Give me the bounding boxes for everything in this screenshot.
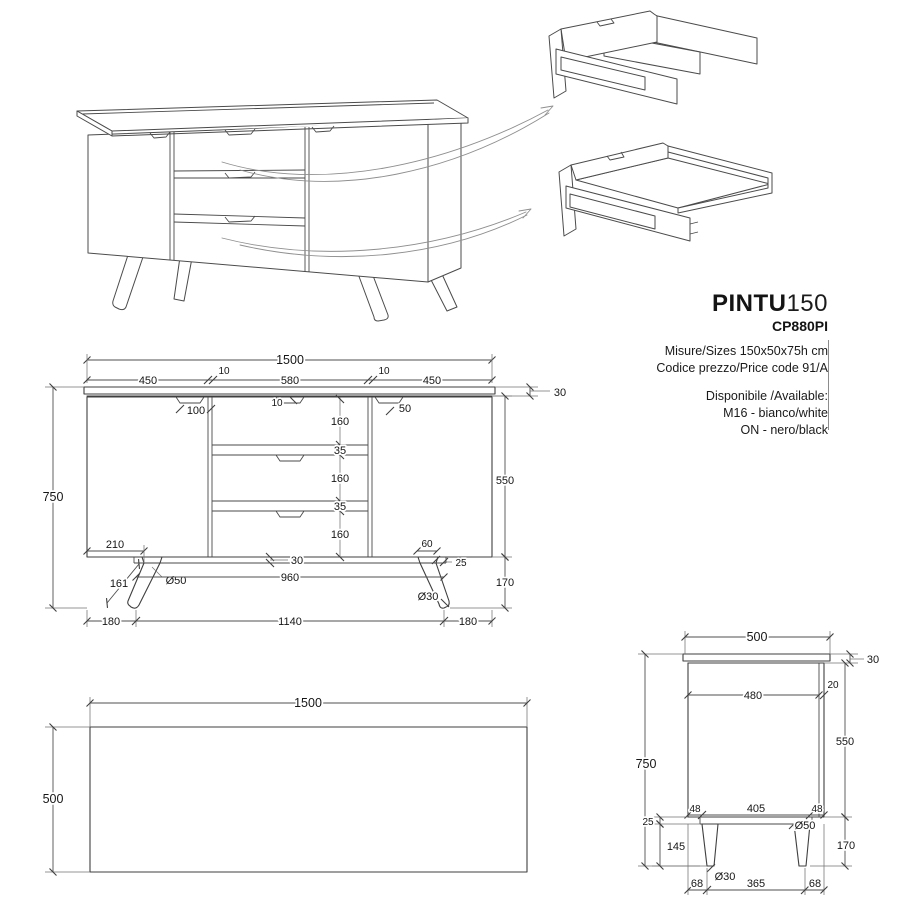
dim-side-body-height: 550 [835,736,855,748]
arrow-head-bottom-icon [519,209,531,218]
dim-drawer2-height: 160 [330,473,350,485]
dim-side-leg-offset-back: 48 [811,804,823,815]
product-name: PINTU [711,290,787,317]
dim-side-leg-top-diameter: Ø50 [794,820,816,832]
side-leg-front [702,824,718,866]
dim-side-leg-offset-front: 48 [689,804,701,815]
dim-side-back-thickness: 20 [827,680,839,691]
side-30-ext [824,654,858,663]
dim-side-base-height: 170 [836,840,856,852]
dim-front-gap-left: 10 [218,366,230,377]
dim-side-top-width: 500 [746,630,768,644]
dim-front-base-height: 170 [495,577,515,589]
dim-side-leg-height: 145 [666,841,686,853]
perspective-leg-front-left [113,255,143,310]
side-body-outline [688,663,824,817]
front-leg-left [128,557,162,608]
dim-right-handle: 50 [398,403,412,415]
front-handle50-tick [386,407,394,415]
front-dia30-tick [441,599,449,607]
dim-leg-length: 161 [109,578,129,590]
product-specs [608,343,828,377]
dim-foot-left: 180 [101,616,121,628]
info-divider-line [828,340,829,430]
dim-leg-span: 960 [280,572,300,584]
product-info [608,291,828,439]
product-available-label: Disponibile /Available: [705,389,828,403]
dim-side-foot-back: 68 [808,878,822,890]
dim-side-leg-bottom-diameter: Ø30 [714,871,736,883]
drawer-frame-illustration [549,11,757,104]
dim-side-plate-thickness: 25 [642,817,654,828]
product-title [608,291,828,316]
dim-side-inner-depth: 480 [743,690,763,702]
dim-front-right-door: 450 [422,375,442,387]
drawer-box-illustration [559,143,772,241]
dim-side-leg-span: 405 [746,803,766,815]
product-price-line: Codice prezzo/Price code 91/A [656,361,828,375]
perspective-leg-back-left [174,257,192,301]
dim-left-handle: 100 [186,405,206,417]
dim-front-total-height: 750 [42,490,64,504]
dim-front-gap-right: 10 [378,366,390,377]
dim-drawer3-height: 160 [330,529,350,541]
dim-drawer1-height: 160 [330,416,350,428]
dim-foot-right: 180 [458,616,478,628]
perspective-drawing [77,100,468,321]
front-top-panel [84,387,495,396]
dim-leg-top-diameter: Ø50 [165,575,187,587]
top-view-outline [90,727,527,872]
front-body-outline [87,397,492,557]
dim-leg-offset: 210 [105,539,125,551]
front-handle-drawer-2 [276,455,304,461]
product-size: 150 [786,290,828,317]
dim-side-foot-front: 68 [690,878,704,890]
dim-front-total-width: 1500 [276,353,304,367]
dim-top-depth: 500 [42,792,64,806]
perspective-side-face [428,114,461,282]
product-finish-black: ON - nero/black [740,423,828,437]
side-top-panel [683,654,830,663]
dim-front-body-height: 550 [495,475,515,487]
dim-top-width: 1500 [294,696,322,710]
product-code: CP880PI [771,318,828,334]
dim-leg-inset: 25 [455,558,467,569]
product-finish-white: M16 - bianco/white [723,406,828,420]
dim-side-foot-span: 365 [746,878,766,890]
top-view [43,696,527,872]
dim-drawer-gap2: 35 [333,501,347,513]
front-elevation [43,353,567,628]
dim-leg-top-width: 60 [421,539,433,550]
dim-side-top-thickness: 30 [866,654,880,666]
drawer-box-runner [690,222,698,234]
product-sizes-line: Misure/Sizes 150x50x75h cm [664,344,828,358]
dim-side-total-height: 750 [635,757,657,771]
front-top30-ext [492,387,538,396]
dim-drawer-top-gap: 10 [271,398,283,409]
dim-bottom-thickness: 30 [290,555,304,567]
side-view [636,630,880,895]
dim-front-left-door: 450 [138,375,158,387]
front-handle-drawer-3 [276,511,304,517]
dim-front-drawer-section: 580 [280,375,300,387]
top-view-ext [42,697,527,872]
dim-foot-span: 1140 [278,616,302,628]
product-finishes [608,388,828,439]
front-handle-door-left [176,397,204,403]
dim-drawer-gap1: 35 [333,445,347,457]
dim-leg-bottom-diameter: Ø30 [417,591,439,603]
dim-front-top-thickness: 30 [553,387,567,399]
